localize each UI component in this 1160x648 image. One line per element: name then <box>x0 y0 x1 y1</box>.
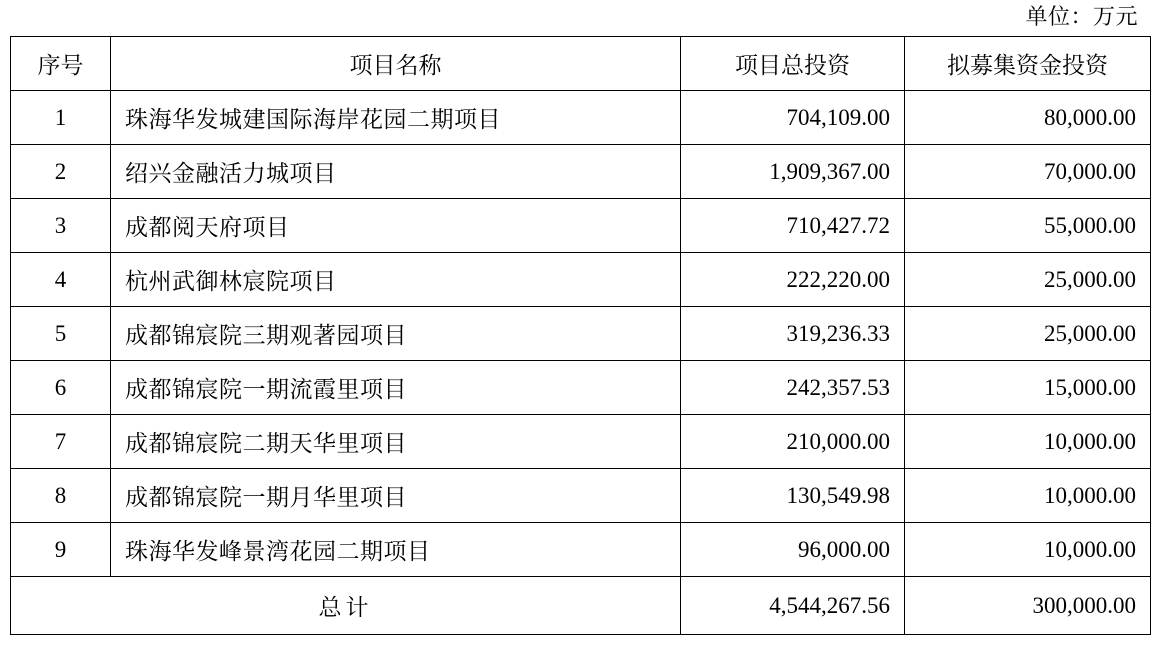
table-row <box>11 307 1151 361</box>
table-header <box>11 37 1151 91</box>
table-row <box>11 253 1151 307</box>
total-total-investment: 4,544,267.56 <box>681 577 905 635</box>
cell-project-name: 杭州武御林宸院项目 <box>111 253 681 307</box>
cell-project-name: 珠海华发城建国际海岸花园二期项目 <box>111 91 681 145</box>
table-row <box>11 91 1151 145</box>
cell-project-name: 成都锦宸院三期观著园项目 <box>111 307 681 361</box>
cell-total-investment: 242,357.53 <box>681 361 905 415</box>
cell-total-investment: 704,109.00 <box>681 91 905 145</box>
table-row <box>11 199 1151 253</box>
cell-index: 2 <box>11 145 111 199</box>
cell-total-investment: 210,000.00 <box>681 415 905 469</box>
cell-raised-investment: 10,000.00 <box>905 415 1151 469</box>
cell-raised-investment: 25,000.00 <box>905 253 1151 307</box>
cell-total-investment: 1,909,367.00 <box>681 145 905 199</box>
table-row <box>11 523 1151 577</box>
cell-total-investment: 96,000.00 <box>681 523 905 577</box>
cell-total-investment: 710,427.72 <box>681 199 905 253</box>
investment-projects-table <box>10 36 1151 635</box>
cell-project-name: 成都阅天府项目 <box>111 199 681 253</box>
cell-raised-investment: 70,000.00 <box>905 145 1151 199</box>
cell-project-name: 珠海华发峰景湾花园二期项目 <box>111 523 681 577</box>
cell-project-name: 绍兴金融活力城项目 <box>111 145 681 199</box>
table-body <box>11 91 1151 635</box>
cell-project-name: 成都锦宸院二期天华里项目 <box>111 415 681 469</box>
cell-total-investment: 130,549.98 <box>681 469 905 523</box>
cell-index: 8 <box>11 469 111 523</box>
cell-total-investment: 222,220.00 <box>681 253 905 307</box>
cell-raised-investment: 25,000.00 <box>905 307 1151 361</box>
column-header-total-investment: 项目总投资 <box>681 37 905 91</box>
total-raised-investment: 300,000.00 <box>905 577 1151 635</box>
column-header-raised-investment: 拟募集资金投资 <box>905 37 1151 91</box>
cell-index: 5 <box>11 307 111 361</box>
table-row <box>11 361 1151 415</box>
cell-index: 6 <box>11 361 111 415</box>
cell-raised-investment: 10,000.00 <box>905 523 1151 577</box>
table-row <box>11 415 1151 469</box>
cell-index: 4 <box>11 253 111 307</box>
unit-note: 单位：万元 <box>1025 4 1138 29</box>
cell-index: 9 <box>11 523 111 577</box>
cell-project-name: 成都锦宸院一期流霞里项目 <box>111 361 681 415</box>
column-header-index: 序号 <box>11 37 111 91</box>
column-header-project-name: 项目名称 <box>111 37 681 91</box>
cell-index: 3 <box>11 199 111 253</box>
cell-raised-investment: 55,000.00 <box>905 199 1151 253</box>
table-header-row <box>11 37 1151 91</box>
cell-raised-investment: 80,000.00 <box>905 91 1151 145</box>
table-row <box>11 469 1151 523</box>
table-row <box>11 145 1151 199</box>
cell-raised-investment: 10,000.00 <box>905 469 1151 523</box>
table-total-row <box>11 577 1151 635</box>
cell-raised-investment: 15,000.00 <box>905 361 1151 415</box>
cell-index: 7 <box>11 415 111 469</box>
cell-project-name: 成都锦宸院一期月华里项目 <box>111 469 681 523</box>
cell-index: 1 <box>11 91 111 145</box>
cell-total-investment: 319,236.33 <box>681 307 905 361</box>
total-label: 总计 <box>11 577 681 635</box>
